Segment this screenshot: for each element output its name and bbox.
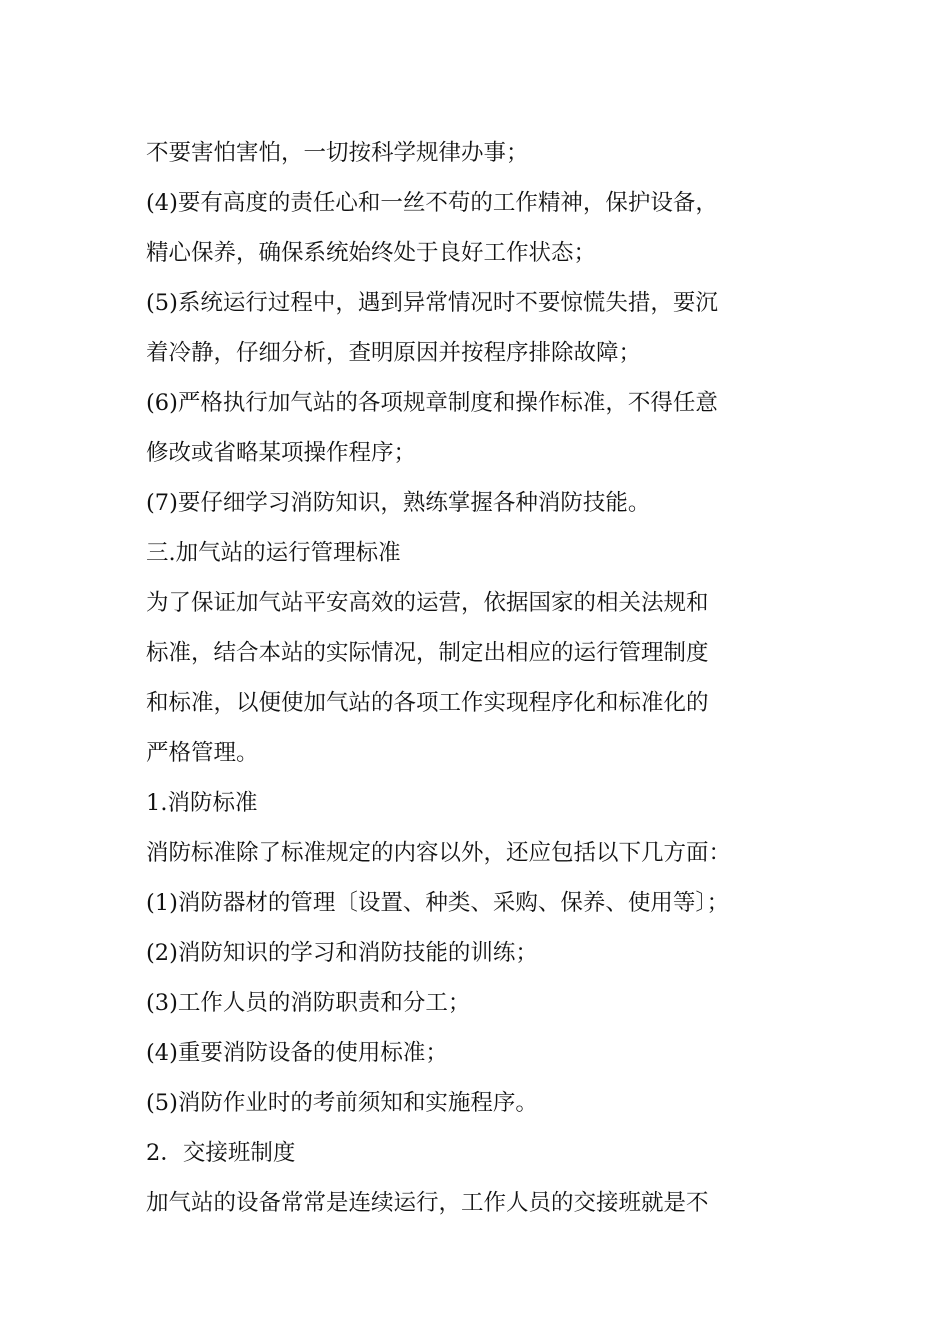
text-line: 严格管理。 [146, 740, 259, 766]
subsection-heading: 1.消防标准 [146, 790, 258, 816]
document-body [146, 128, 816, 1228]
text-line: 标准，结合本站的实际情况，制定出相应的运行管理制度 [146, 640, 709, 666]
list-item: (5)消防作业时的考前须知和实施程序。 [146, 1090, 538, 1116]
text-line: 消防标准除了标准规定的内容以外，还应包括以下几方面： [146, 840, 732, 866]
subsection-heading: 2．交接班制度 [146, 1140, 296, 1166]
text-line: 修改或省略某项操作程序； [146, 440, 417, 466]
section-heading: 三.加气站的运行管理标准 [146, 540, 401, 566]
text-line: 不要害怕害怕，一切按科学规律办事； [146, 140, 529, 166]
list-item: (4)重要消防设备的使用标准； [146, 1040, 448, 1066]
list-item: (2)消防知识的学习和消防技能的训练； [146, 940, 538, 966]
text-line: 和标准，以便使加气站的各项工作实现程序化和标准化的 [146, 690, 709, 716]
list-item: (3)工作人员的消防职责和分工； [146, 990, 471, 1016]
text-line: (4)要有高度的责任心和一丝不苟的工作精神，保护设备， [146, 190, 718, 216]
text-line: 为了保证加气站平安高效的运营，依据国家的相关法规和 [146, 590, 709, 616]
text-line: (6)严格执行加气站的各项规章制度和操作标准，不得任意 [146, 390, 718, 416]
list-item: (1)消防器材的管理〔设置、种类、采购、保养、使用等〕； [146, 890, 730, 916]
text-line: (7)要仔细学习消防知识，熟练掌握各种消防技能。 [146, 490, 651, 516]
text-line: 精心保养，确保系统始终处于良好工作状态； [146, 240, 597, 266]
text-line: 加气站的设备常常是连续运行，工作人员的交接班就是不 [146, 1190, 709, 1216]
text-line: 着冷静，仔细分析，查明原因并按程序排除故障； [146, 340, 642, 366]
text-line: (5)系统运行过程中，遇到异常情况时不要惊慌失措，要沉 [146, 290, 718, 316]
